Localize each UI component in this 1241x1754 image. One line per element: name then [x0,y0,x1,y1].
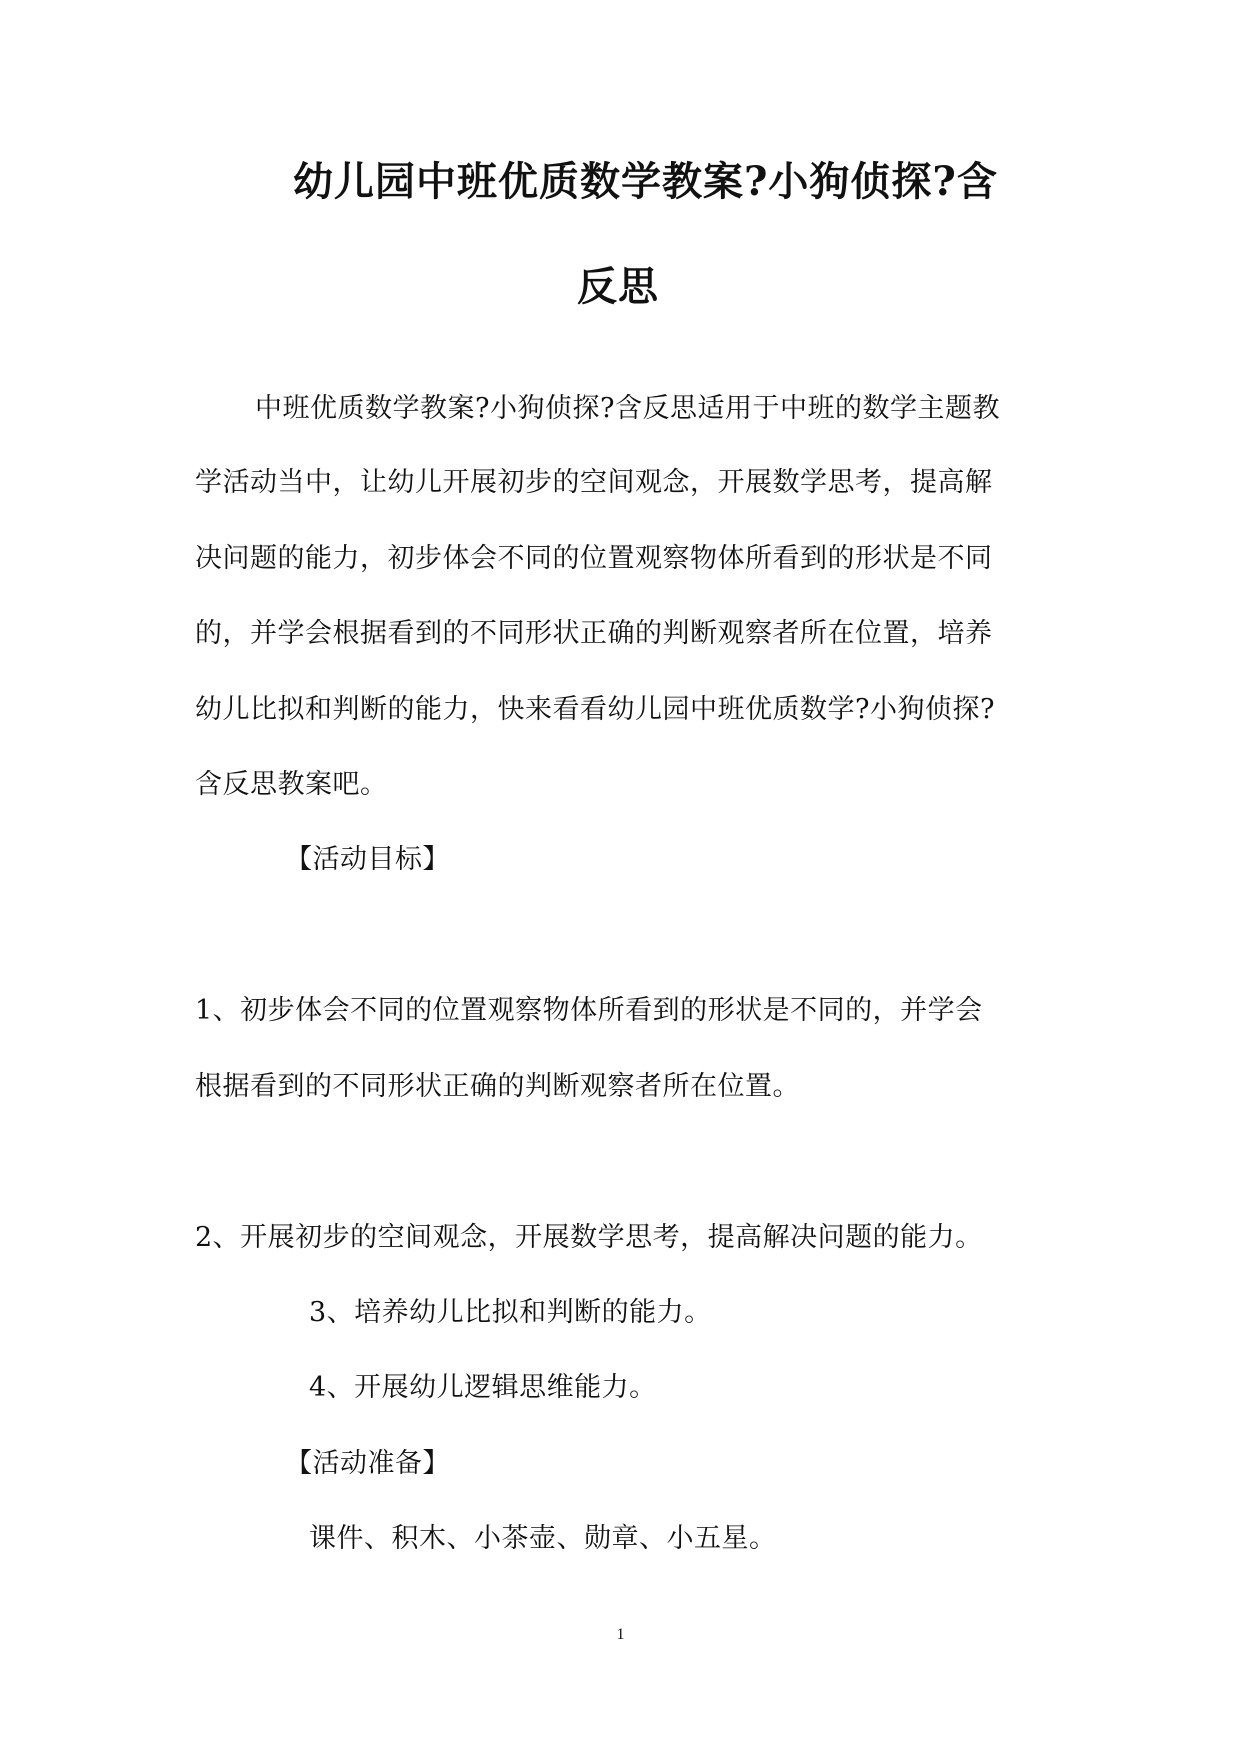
intro-paragraph-line: 决问题的能力，初步体会不同的位置观察物体所看到的形状是不同 [195,543,993,574]
intro-paragraph-line: 含反思教案吧。 [195,769,388,800]
document-title-line-2: 反思 [577,263,659,310]
goal-item-1-line-1: 1、初步体会不同的位置观察物体所看到的形状是不同的，并学会 [195,995,983,1026]
goal-item-1-line-2: 根据看到的不同形状正确的判断观察者所在位置。 [195,1071,800,1102]
goal-item-3: 3、培养幼儿比拟和判断的能力。 [309,1297,712,1328]
section-heading-goals: 【活动目标】 [285,844,450,875]
intro-paragraph-line: 学活动当中，让幼儿开展初步的空间观念，开展数学思考，提高解 [195,467,993,498]
page-number: 1 [616,1626,625,1643]
preparation-text: 课件、积木、小茶壶、勋章、小五星。 [309,1523,777,1554]
intro-paragraph-line: 中班优质数学教案?小狗侦探?含反思适用于中班的数学主题教 [255,393,1000,424]
section-heading-preparation: 【活动准备】 [285,1448,450,1479]
goal-item-4: 4、开展幼儿逻辑思维能力。 [309,1372,657,1403]
intro-paragraph-line: 的，并学会根据看到的不同形状正确的判断观察者所在位置，培养 [195,618,993,649]
document-title-line-1: 幼儿园中班优质数学教案?小狗侦探?含 [293,158,998,205]
intro-paragraph-line: 幼儿比拟和判断的能力，快来看看幼儿园中班优质数学?小狗侦探? [195,694,995,725]
goal-item-2: 2、开展初步的空间观念，开展数学思考，提高解决问题的能力。 [195,1222,983,1253]
